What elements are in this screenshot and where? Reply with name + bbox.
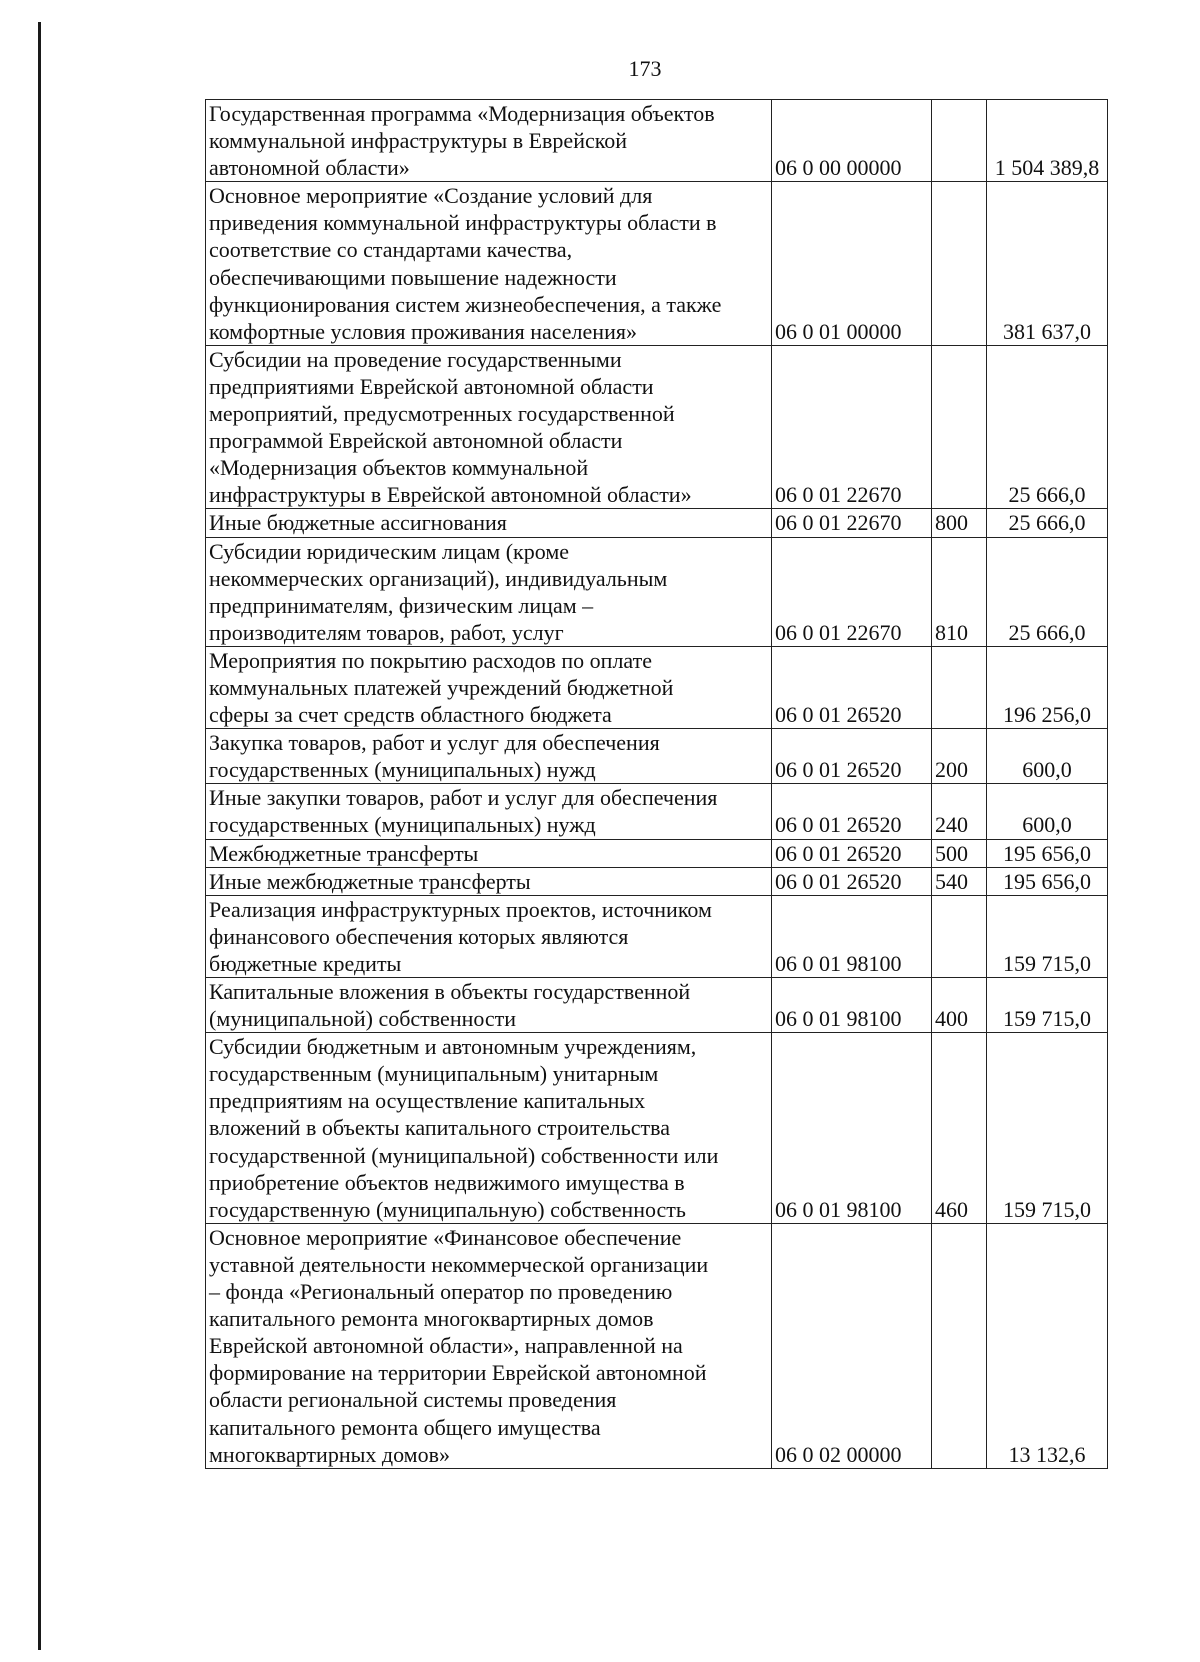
expense-kind-cell: 400 <box>932 978 987 1033</box>
target-code-cell: 06 0 01 22670 <box>772 345 932 509</box>
budget-table-body <box>206 100 1108 1469</box>
target-code-cell: 06 0 02 00000 <box>772 1223 932 1468</box>
row-name-cell: Закупка товаров, работ и услуг для обеспечения государственных (муниципальных) нужд <box>206 729 772 784</box>
row-name-cell: Межбюджетные трансферты <box>206 839 772 867</box>
expense-kind-cell: 810 <box>932 537 987 646</box>
amount-cell: 600,0 <box>987 784 1108 839</box>
amount-cell: 381 637,0 <box>987 182 1108 346</box>
expense-kind-cell: 540 <box>932 867 987 895</box>
table-row <box>206 978 1108 1033</box>
amount-cell: 159 715,0 <box>987 1033 1108 1224</box>
table-row <box>206 867 1108 895</box>
amount-cell: 159 715,0 <box>987 978 1108 1033</box>
target-code-cell: 06 0 01 26520 <box>772 646 932 728</box>
amount-cell: 159 715,0 <box>987 895 1108 977</box>
amount-cell: 195 656,0 <box>987 839 1108 867</box>
expense-kind-cell <box>932 1223 987 1468</box>
row-name-cell: Реализация инфраструктурных проектов, источником финансового обеспечения которых являются бюджетные кредиты <box>206 895 772 977</box>
table-row <box>206 345 1108 509</box>
amount-cell: 25 666,0 <box>987 509 1108 537</box>
target-code-cell: 06 0 01 26520 <box>772 784 932 839</box>
row-name-cell: Иные межбюджетные трансферты <box>206 867 772 895</box>
expense-kind-cell <box>932 646 987 728</box>
row-name-cell: Государственная программа «Модернизация объектов коммунальной инфраструктуры в Еврейской автономной области» <box>206 100 772 182</box>
target-code-cell: 06 0 01 98100 <box>772 895 932 977</box>
target-code-cell: 06 0 01 98100 <box>772 978 932 1033</box>
target-code-cell: 06 0 01 00000 <box>772 182 932 346</box>
budget-table <box>205 99 1108 1469</box>
table-row <box>206 839 1108 867</box>
expense-kind-cell: 800 <box>932 509 987 537</box>
target-code-cell: 06 0 01 26520 <box>772 867 932 895</box>
amount-cell: 1 504 389,8 <box>987 100 1108 182</box>
row-name-cell: Субсидии бюджетным и автономным учреждениям, государственным (муниципальным) унитарным предприятиям на осуществление капитальных вложений в объекты капитального строительства государственной (муниципальной) собственности или приобретение объектов недвижимого имущества в государственную (муниципальную) собственность <box>206 1033 772 1224</box>
table-row <box>206 509 1108 537</box>
expense-kind-cell: 500 <box>932 839 987 867</box>
expense-kind-cell <box>932 895 987 977</box>
expense-kind-cell <box>932 345 987 509</box>
amount-cell: 13 132,6 <box>987 1223 1108 1468</box>
target-code-cell: 06 0 00 00000 <box>772 100 932 182</box>
table-row <box>206 729 1108 784</box>
target-code-cell: 06 0 01 98100 <box>772 1033 932 1224</box>
table-row <box>206 1033 1108 1224</box>
table-row <box>206 646 1108 728</box>
row-name-cell: Иные бюджетные ассигнования <box>206 509 772 537</box>
table-row <box>206 1223 1108 1468</box>
row-name-cell: Субсидии на проведение государственными предприятиями Еврейской автономной области мероприятий, предусмотренных государственной программой Еврейской автономной области «Модернизация объектов коммунальной инфраструктуры в Еврейской автономной области» <box>206 345 772 509</box>
amount-cell: 25 666,0 <box>987 537 1108 646</box>
row-name-cell: Мероприятия по покрытию расходов по оплате коммунальных платежей учреждений бюджетной сферы за счет средств областного бюджета <box>206 646 772 728</box>
table-row <box>206 784 1108 839</box>
row-name-cell: Капитальные вложения в объекты государственной (муниципальной) собственности <box>206 978 772 1033</box>
expense-kind-cell <box>932 182 987 346</box>
amount-cell: 600,0 <box>987 729 1108 784</box>
table-row <box>206 100 1108 182</box>
amount-cell: 25 666,0 <box>987 345 1108 509</box>
amount-cell: 195 656,0 <box>987 867 1108 895</box>
target-code-cell: 06 0 01 26520 <box>772 729 932 784</box>
row-name-cell: Основное мероприятие «Финансовое обеспечение уставной деятельности некоммерческой организации – фонда «Региональный оператор по проведению капитального ремонта многоквартирных домов Еврейской автономной области», направленной на формирование на территории Еврейской автономной области региональной системы проведения капитального ремонта общего имущества многоквартирных домов» <box>206 1223 772 1468</box>
target-code-cell: 06 0 01 26520 <box>772 839 932 867</box>
table-row <box>206 895 1108 977</box>
page-number: 173 <box>628 56 662 81</box>
target-code-cell: 06 0 01 22670 <box>772 537 932 646</box>
table-row <box>206 182 1108 346</box>
table-row <box>206 537 1108 646</box>
row-name-cell: Субсидии юридическим лицам (кроме некоммерческих организаций), индивидуальным предпринимателям, физическим лицам – производителям товаров, работ, услуг <box>206 537 772 646</box>
amount-cell: 196 256,0 <box>987 646 1108 728</box>
expense-kind-cell: 240 <box>932 784 987 839</box>
expense-kind-cell <box>932 100 987 182</box>
expense-kind-cell: 460 <box>932 1033 987 1224</box>
row-name-cell: Иные закупки товаров, работ и услуг для обеспечения государственных (муниципальных) нужд <box>206 784 772 839</box>
expense-kind-cell: 200 <box>932 729 987 784</box>
row-name-cell: Основное мероприятие «Создание условий для приведения коммунальной инфраструктуры области в соответствие со стандартами качества, обеспечивающими повышение надежности функционирования систем жизнеобеспечения, а также комфортные условия проживания населения» <box>206 182 772 346</box>
target-code-cell: 06 0 01 22670 <box>772 509 932 537</box>
binding-line <box>38 22 41 1650</box>
